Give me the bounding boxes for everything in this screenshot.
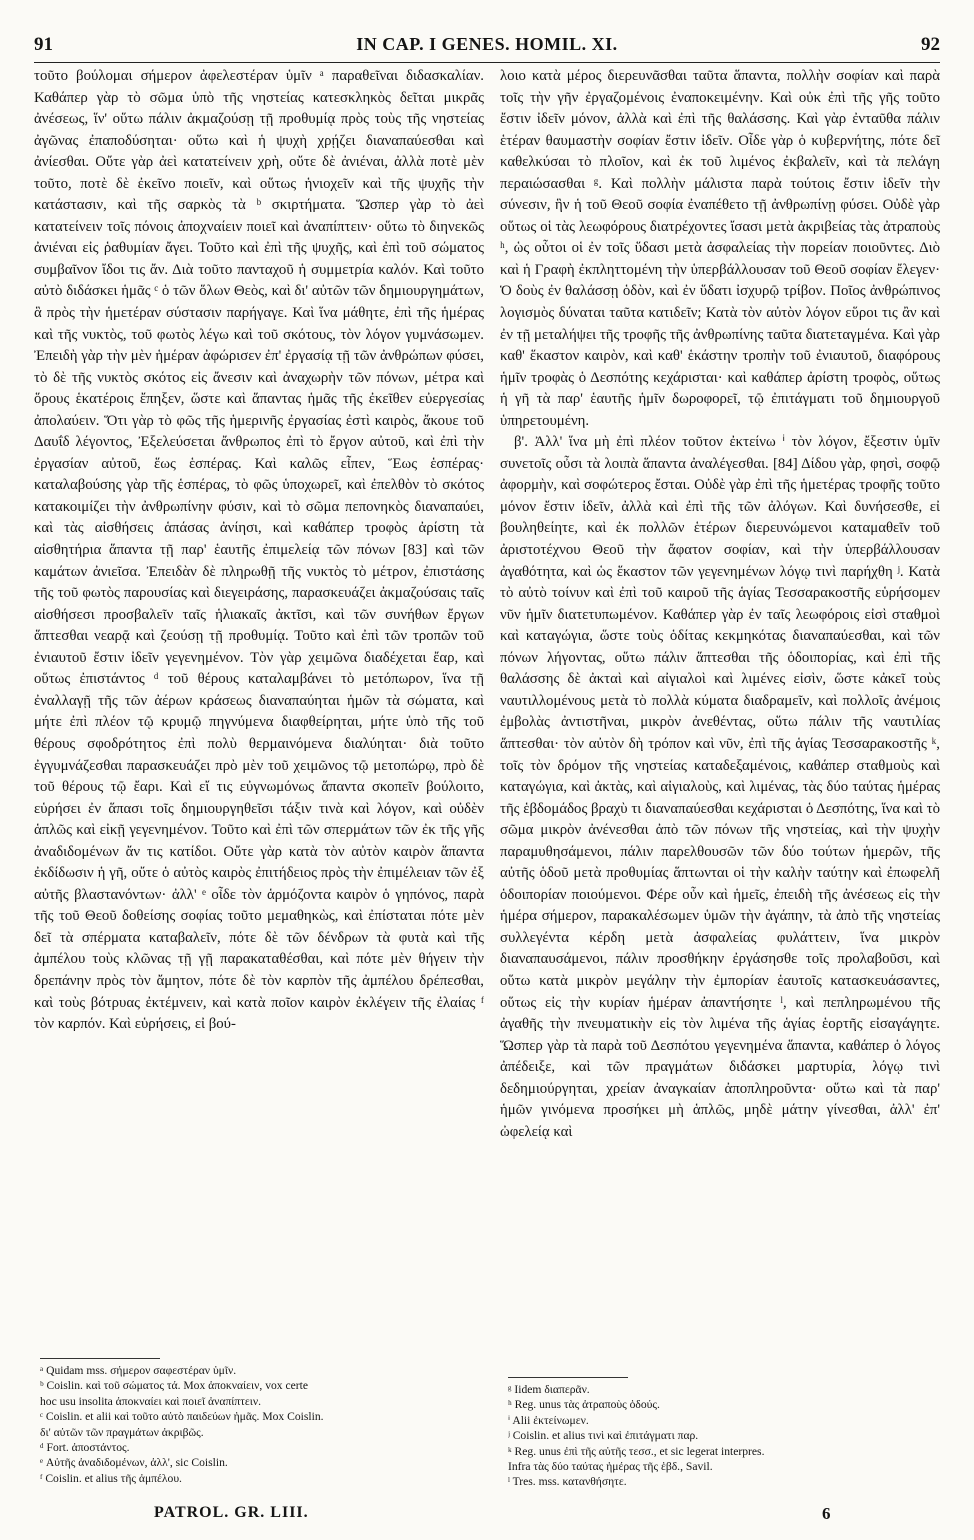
left-footnotes [40,1363,480,1486]
footnote: ᵇ Coislin. καὶ τοῦ σώματος τά. Mox ἀποκναίειν, vox certe [40,1379,308,1393]
footnote: Infra τὰς δύο ταύτας ἡμέρας τῆς ἑβδ., Savil. [508,1460,713,1474]
footnote: ᵏ Reg. unus ἐπὶ τῆς αὐτῆς τεσσ., et sic legerat interpres. [508,1444,765,1458]
footnote: ⁱ Alii ἐκτείνωμεν. [508,1413,589,1427]
footnote: ʲ Coislin. et alius τινὶ καὶ ἐπιτάγματι παρ. [508,1429,699,1443]
footer-page-number: 6 [822,1504,831,1523]
signature-mark: PATROL. GR. LIII. [154,1504,309,1521]
page-footer [34,1504,940,1528]
footnote: ˡ Tres. mss. κατανθήσητε. [508,1475,627,1489]
footnote: ᶠ Coislin. et alius τῆς ἀμπέλου. [40,1471,182,1485]
footnote: ᶜ Coislin. et alii καὶ τοῦτο αὐτὸ παιδεύων ἡμᾶς. Mox Coislin. [40,1410,324,1424]
right-column-paragraph: λοιο κατὰ μέρος διερευνᾶσθαι ταῦτα ἅπαντα, πολλὴν σοφίαν καὶ παρὰ τοῖς τὴν γῆν ἐργαζομένοις ἐναποκειμένην. Καὶ οὐκ ἐπὶ τῆς γῆς τοῦτο ἔστιν ἰδεῖν μόνον, ἀλλὰ καὶ ἐπὶ τῆς θαλάσσης. Καὶ γὰρ ἐνταῦθα πάλιν ἑτέραν θαυμαστὴν σοφίαν ἔστιν ἰδεῖν. Οἶδε γὰρ ὁ κυβερνήτης, πότε δεῖ καθελκύσαι τὸ πλοῖον, καὶ ἐκ τοῦ λιμένος ἐκβαλεῖν, καὶ τὰ πελάγη περαιώσασθαι ᵍ. Καὶ πολλὴν μάλιστα παρὰ τούτοις ἔστιν ἰδεῖν τὴν σύνεσιν, ἣν ἡ τοῦ Θεοῦ σοφία ἐναπέθετο τῇ ἀνθρωπίνῃ φύσει. Οὐδὲ γὰρ οὕτως οἱ τὰς λεωφόρους διατρέχοντες ἴσασι μετὰ ἀκριβείας τὰς ἀτραποὺς ʰ, ὡς οὗτοι οἱ ἐν τοῖς ὕδασι μετὰ ἀσφαλείας τὴν πορείαν ποιοῦντες. Διὸ καὶ ἡ Γραφὴ ἐκπληττομένη τὴν ὑπερβάλλουσαν τοῦ Θεοῦ σοφίαν ἔλεγεν· Ὁ δοὺς ἐν θαλάσσῃ ὁδὸν, καὶ ἐν ὕδατι ἰσχυρῷ τρίβον. Ποῖος ἀνθρώπινος λογισμὸς δύναται ταῦτα κατιδεῖν; Κατὰ τὸν αὐτὸν λόγον εὕροι τις ἂν καὶ ἐν τῇ μεταλήψει τῆς τροφῆς τῆς ἀνθρωπίνης ταῦτα διατεταγμένα. Καὶ γὰρ καθ' ἕκαστον καιρὸν, καὶ καθ' ἑκάστην τροπὴν τοῦ ἐνιαυτοῦ, διαφόρους ἡμῖν τροφὰς ὁ Δεσπότης κεχάρισται· καὶ καθάπερ ἀρίστη τροφὸς, οὕτως ἡ γῆ τὰ παρ' ἑαυτῆς ἡμῖν δωροφορεῖ, τῷ ἐπιτάγματι τοῦ δημιουργοῦ ὑπηρετουμένη. [500,68,940,429]
footnote: hoc usu insolita ἀποκναίει καὶ ποιεῖ ἀναπίπτειν. [40,1394,262,1408]
left-text-column [34,66,484,1036]
footnote: ᵃ Quidam mss. σήμερον σαφεστέραν ὑμῖν. [40,1364,237,1377]
right-footnote-rule [508,1377,628,1378]
footnote: ᵉ Αὐτῆς ἀναδιδομένων, ἀλλ', sic Coislin. [40,1456,228,1470]
right-column-paragraph: β'. Ἀλλ' ἵνα μὴ ἐπὶ πλέον τοῦτον ἐκτείνω ⁱ τὸν λόγον, ἔξεστιν ὑμῖν συνετοῖς οὖσι τὰ λοιπὰ ἅπαντα ἀναλέγεσθαι. [84] Δίδου γὰρ, φησὶ, σοφῷ ἀφορμὴν, καὶ σοφώτερος ἔσται. Οὐδὲ γὰρ ἐπὶ τῆς ἡμετέρας τροφῆς τοῦτο μόνον ἔστιν ἰδεῖν, ἀλλὰ καὶ ἐπὶ τῆς τῶν ἀλόγων. Καὶ δυνήσεσθε, εἰ βουληθείητε, καὶ ἐκ πολλῶν ἑτέρων διερευνώμενοι καταμαθεῖν τοῦ ἀριστοτέχνου Θεοῦ τὴν ἄφατον σοφίαν, καὶ τὴν ὑπερβάλλουσαν ἀγαθότητα, καὶ ὡς ἕκαστον τῶν γεγενημένων λόγῳ τινὶ παρήχθη ʲ. Κατὰ τὸ αὐτὸ τοίνυν καὶ ἐπὶ τοῦ καιροῦ τῆς ἁγίας Τεσσαρακοστῆς εὑρήσομεν νῦν ἡμῖν διατετυπωμένον. Καθάπερ γὰρ ἐν ταῖς λεωφόροις εἰσὶ σταθμοὶ καὶ καταγώγια, ὥστε τοὺς ὁδίτας κεκμηκότας διαναπαύεσθαι, καὶ τῶν πόνων λήγοντας, οὕτω πάλιν ἅπτεσθαι τῆς ὁδοιπορίας, καὶ ἐπὶ τῆς θαλάσσης δὲ ἀκταὶ καὶ αἰγιαλοὶ καὶ λιμένες εἰσὶν, ὥστε κἀκεῖ τοὺς ναυτιλλομένους μετὰ τὸ πολλὰ κύματα διαδραμεῖν, καὶ πολλοῖς ἀνέμοις ἐμβολὰς ἀντιστῆναι, μικρὸν ἀνεθέντας, οὕτω πάλιν τῆς ναυτιλίας ἅπτεσθαι· τὸν αὐτὸν δὴ τρόπον καὶ νῦν, ἐπὶ τῆς ἁγίας Τεσσαρακοστῆς ᵏ, τοῖς τὸν δρόμον τῆς νηστείας καταδεξαμένοις, καθάπερ σταθμοὺς καὶ καταγώγια, καὶ ἀκτὰς, καὶ αἰγιαλοὺς, καὶ λιμένας, τὰς δύο ταύτας ἡμέρας τῆς ἑβδομάδος βραχὺ τι διαναπαύεσθαι κεχάρισται ὁ Δεσπότης, ἵνα καὶ τὸ σῶμα μικρὸν ἀνένεσθαι ἀπὸ τῶν πόνων τῆς νηστείας, καὶ τὴν ψυχὴν παραμυθησάμενοι, πάλιν παρελθουσῶν τῶν δύο τούτων ἡμερῶν, τῆς αὐτῆς ὁδοῦ μετὰ προθυμίας ἅπτωνται οἱ τὴν καλὴν ταύτην καὶ ἐπωφελῆ ὁδοιπορίαν ποιούμενοι. Φέρε οὖν καὶ ἡμεῖς, ἐπειδὴ τῆς ἀνέσεως εἰς τὴν ἡμέρα σήμερον, παρακαλέσωμεν ὑμῶν τὴν ἀγάπην, τὰ ἀπὸ τῆς νηστείας συλλεγέντα κέρδη μετὰ ἀσφαλείας φυλάττειν, ἵνα μικρὸν διαναπαυσάμενοι, πάλιν προσθήκην ἐργάσησθε τοῖς προλαβοῦσι, καὶ οὕτω κατὰ μικρὸν μεγάλην τὴν ἐμπορίαν ἑαυτοῖς κατασκευάσαντες, οὕτως εἰς τὴν κυρίαν ἡμέραν ἀπαντήσητε ˡ, καὶ πεπληρωμένου τῆς ἀγαθῆς τὴν πνευματικὴν εἰς τὸν λιμένα τῆς ἁγίας ἑορτῆς εἰσαγάγητε. Ὥσπερ γὰρ τὰ παρὰ τοῦ Δεσπότου γεγενημένα ἅπαντα, καθάπερ ὁ λόγος ἀπέδειξε, καὶ τῶν πραγμάτων διδάσκει μαρτυρία, λόγῳ τινὶ δεδημιούργηται, χρείαν ἀναγκαίαν ἀποπληροῦντα· οὕτω καὶ τὰ παρ' ἡμῶν γινόμενα προσήκει μὴ ἁπλῶς, μηδὲ μάτην γίνεσθαι, ἀλλ' ἐπ' ὠφελείᾳ καὶ [500,434,940,1140]
footnote: ᵍ Iidem διαπερᾶν. [508,1383,590,1396]
right-text-column [500,66,940,1143]
running-title: IN CAP. I GENES. HOMIL. XI. [356,34,618,54]
right-footnotes [508,1382,938,1490]
footnote: δι' αὐτῶν τῶν πραγμάτων ἀκριβῶς. [40,1425,204,1439]
right-page-number: 92 [921,34,940,55]
left-page-number: 91 [34,34,53,55]
left-footnote-rule [40,1358,160,1359]
left-column-paragraph: τοῦτο βούλομαι σήμερον ἀφελεστέραν ὑμῖν ᵃ παραθεῖναι διδασκαλίαν. Καθάπερ γὰρ τὸ σῶμα ὑπὸ τῆς νηστείας κατεσκληκὸς δεῖται μικρᾶς ἀνέσεως, ἵν' οὕτω πάλιν ἀκμαζούσῃ τῇ προθυμίᾳ πρὸς τοὺς τῆς νηστείας ἀγῶνας ἐπαποδύσηται· οὕτω καὶ ἡ ψυχὴ χρῄζει διαναπαύεσθαι καὶ ἀνίεσθαι. Οὔτε γὰρ ἀεὶ κατατείνειν χρὴ, οὔτε δὲ ἀνιέναι, ἀλλὰ ποτὲ μὲν τοῦτο, ποτὲ δὲ ἐκεῖνο ποιεῖν, καὶ οὕτως ἡνιοχεῖν καὶ τῆς ψυχῆς τὴν κατάστασιν, καὶ τῆς σαρκὸς τὰ ᵇ σκιρτήματα. Ὥσπερ γὰρ τὸ ἀεὶ κατατείνειν τοῖς πόνοις ἀποχναίειν ποιεῖ καὶ ἀναπίπτειν· οὕτω τὸ διηνεκῶς ἀνιέναι εἰς ῥαθυμίαν ἄγει. Τοῦτο καὶ ἐπὶ τῆς ψυχῆς, καὶ ἐπὶ τοῦ σώματος συμβαῖνον ἴδοι τις ἄν. Διὰ τοῦτο πανταχοῦ ἡ συμμετρία καλόν. Καὶ τοῦτο αὐτὸ διδάσκει ἡμᾶς ᶜ ὁ τῶν ὅλων Θεὸς, καὶ δι' αὐτῶν τῶν δημιουργημάτων, ἃ πρὸς τὴν ἡμετέραν σύστασιν παρήγαγε. Καὶ ἵνα μάθητε, ἐπὶ τῆς ἡμέρας καὶ τῆς νυκτὸς, τοῦ φωτὸς λέγω καὶ τοῦ σκότους, τὸν λόγον γυμνάσωμεν. Ἐπειδὴ γὰρ τὴν μὲν ἡμέραν ἀφώρισεν ἐπ' ἐργασίᾳ τῇ τῶν ἀνθρώπων φύσει, τὸ δὲ τῆς νυκτὸς σκότος εἰς ἄνεσιν καὶ ἀναχωρὴν τῶν πόνων, μέτρα καὶ ὅρους ἑκατέροις ἔπηξεν, ὥστε καὶ ἅπαντας ἡμᾶς τῆς ἐκεῖθεν εὐεργεσίας ἀπολαύειν. Ὅτι γὰρ τὸ φῶς τῆς ἡμερινῆς ἐργασίας ἐστὶ καιρὸς, ἄκουε τοῦ Δαυΐδ λέγοντος, Ἐξελεύσεται ἄνθρωπος ἐπὶ τὸ ἔργον αὐτοῦ, καὶ ἐπὶ τὴν ἐργασίαν αὐτοῦ, ἕως ἑσπέρας. Καὶ καλῶς εἶπεν, Ἕως ἑσπέρας· καταλαβούσης γὰρ τῆς ἑσπέρας, τὸ φῶς ὑποχωρεῖ, καὶ ἐπελθὸν τὸ σκότος κατακοιμίζει τὴν ἀνθρωπίνην φύσιν, καὶ τὸ σῶμα πεπονηκὸς διαναπαύει, καὶ τὰς αἰσθήσεις ἁπάσας ἀνίησι, καὶ καθάπερ τροφὸς ἀρίστη τὰ αἰσθητήρια ἅπαντα τῇ παρ' ἑαυτῆς ἐπιμελείᾳ τῶν πόνων [83] καὶ τῶν καμάτων ἀνιεῖσα. Ἐπειδὰν δὲ πληρωθῇ τῆς νυκτὸς τὸ μέτρον, ἐπιστάσης τῆς τοῦ φωτὸς παρουσίας καὶ διεγειράσης, παρασκευάζει ἀκμαζούσαις ταῖς αἰσθήσεσι προσβαλεῖν ταῖς ἡλιακαῖς ἀκτῖσι, καὶ τῶν συνήθων ἔργων ἅπτεσθαι νεαρᾷ καὶ ζεούσῃ τῇ προθυμίᾳ. Τοῦτο καὶ ἐπὶ τῶν τροπῶν τοῦ ἐνιαυτοῦ ἔστιν ἰδεῖν γεγενημένον. Τὸν γὰρ χειμῶνα διαδέχεται ἔαρ, καὶ οὕτως ἐπιστάντος ᵈ τοῦ θέρους καταλαμβάνει τὸ μετόπωρον, ἵνα τῇ ἐναλλαγῇ τῆς τῶν ἀέρων κράσεως διαναπαύηται ἡμῶν τὰ σώματα, καὶ μήτε ἐπὶ πλέον τῷ κρυμῷ πηγνύμενα διαφθείρηται, μήτε ὑπὸ τῆς τοῦ θέρους σφοδρότητος ἐπὶ πολὺ θερμαινόμενα διαλύηται· διὰ τοῦτο ἐγγυμνάζεσθαι παρασκευάζει πρὸ μὲν τοῦ χειμῶνος τῷ μετοπώρῳ, πρὸ δὲ τοῦ θέρους τῷ ἔαρι. Καὶ εἴ τις εὐγνωμόνως ἅπαντα σκοπεῖν βούλοιτο, εὑρήσει ἐν ἅπασι τοῖς δημιουργηθεῖσι τάξιν τινὰ καὶ λόγον, καὶ οὐδὲν ἁπλῶς καὶ εἰκῇ γεγενημένον. Τοῦτο καὶ ἐπὶ τῶν σπερμάτων τῶν ἐκ τῆς γῆς ἀναδιδομένων ἄν τις κατίδοι. Οὔτε γὰρ κατὰ τὸν αὐτὸν καιρὸν ἅπαντα ἐκδίδωσιν ἡ γῆ, οὔτε ὁ αὐτὸς καιρὸς ἐπιτήδειος πρὸς τὴν ἐπιμέλειαν τῶν ἐξ αὐτῆς βλαστανόντων· ἀλλ' ᵉ οἶδε τὸν ἁρμόζοντα καιρὸν ὁ γηπόνος, παρὰ τῆς τοῦ Θεοῦ δοθείσης σοφίας τοῦτο μεμαθηκὼς, καὶ ἐπίσταται πότε μὲν δεῖ τὰ σπέρματα καταβαλεῖν, πότε δὲ τῶν δένδρων τὰ φυτὰ καὶ τῆς ἀμπέλου τοὺς κλῶνας τῇ γῇ παρακαταθέσθαι, καὶ πότε μὲν θήγειν τὴν δρεπάνην πρὸς τὸν ἄμητον, πότε δὲ τὸν καρπὸν τῆς ἀμπέλου δρέπεσθαι, καὶ τοὺς βότρυας ἐκτέμνειν, καὶ κατὰ ποῖον καιρὸν ἐκλέγειν τῆς ἐλαίας ᶠ τὸν καρπόν. Καὶ εὑρήσεις, εἰ βού- [34,68,484,1033]
footnote: ʰ Reg. unus τὰς ἀτραποὺς ὁδούς. [508,1398,660,1412]
running-header [34,34,940,63]
footnote: ᵈ Fort. ἀποστάντος. [40,1441,130,1455]
